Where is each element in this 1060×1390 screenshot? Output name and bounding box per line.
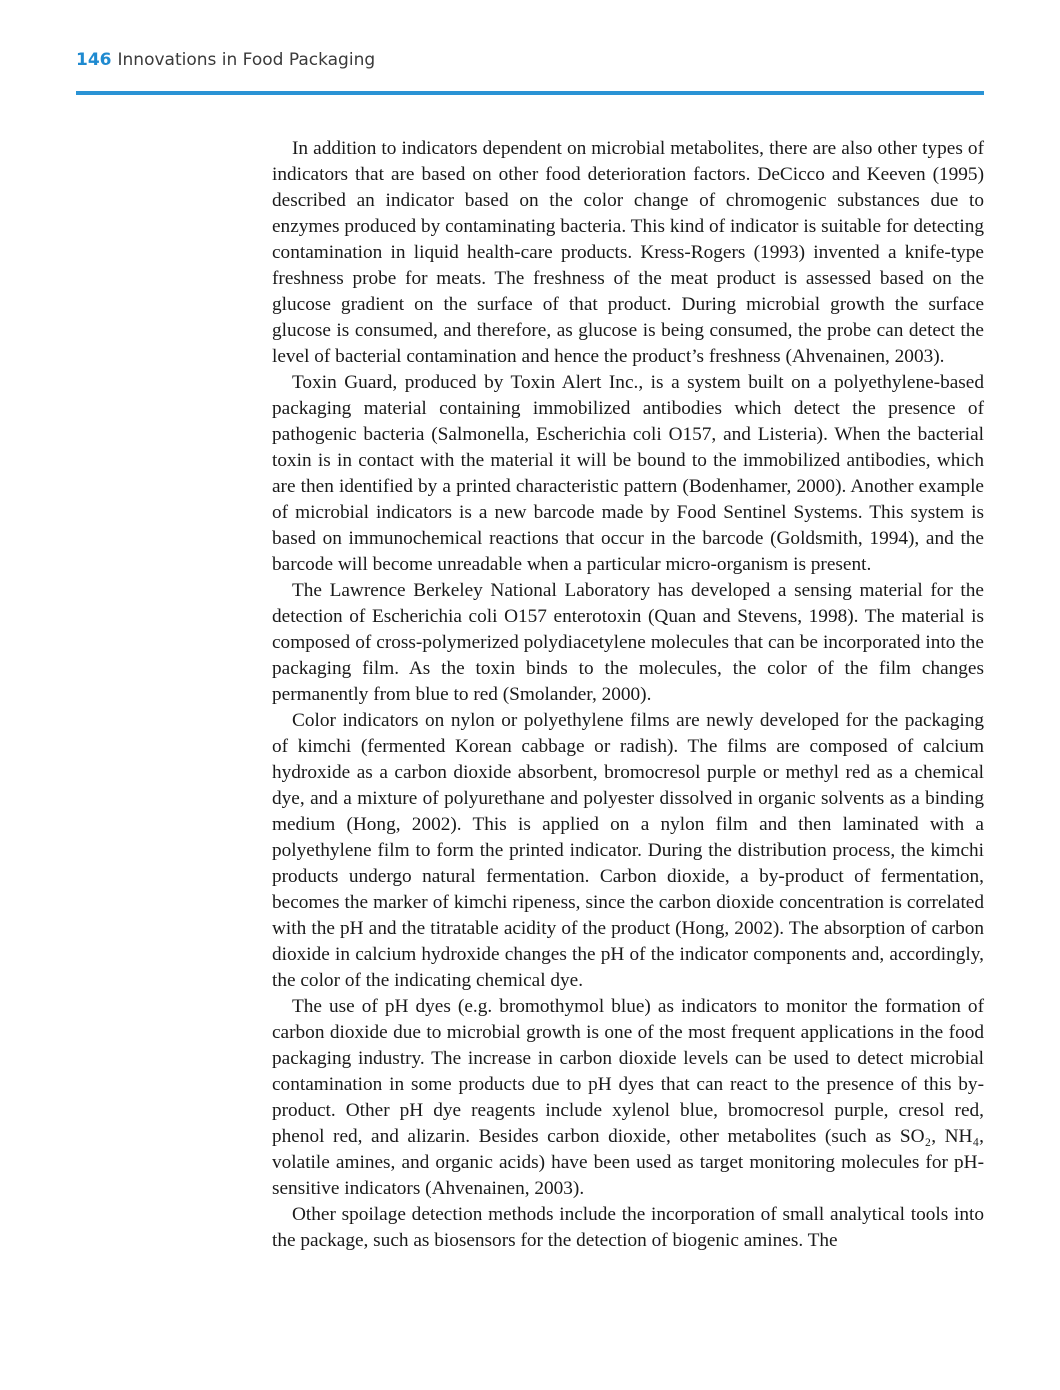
paragraph: Toxin Guard, produced by Toxin Alert Inc., is a system built on a polyethylene-based packaging material containing immobilized antibodies which detect the presence of pathogenic bacteria (Salmonella, Escherichia coli O157, and Listeria). When the bacterial toxin is in contact with the material it will be bound to the immobilized antibodies, which are then identified by a printed characteristic pattern (Bodenhamer, 2000). Another example of microbial indicators is a new barcode made by Food Sentinel Systems. This system is based on immunochemical reactions that occur in the barcode (Goldsmith, 1994), and the barcode will become unreadable when a particular micro-organism is present. bbox=[272, 372, 984, 575]
paragraph: Other spoilage detection methods include the incorporation of small analytical tools into the package, such as biosensors for the detection of biogenic amines. The bbox=[272, 1204, 984, 1251]
running-head bbox=[76, 50, 375, 70]
paragraph: In addition to indicators dependent on microbial metabolites, there are also other types of indicators that are based on other food deterioration factors. DeCicco and Keeven (1995) described an indicator based on the color change of chromogenic substances due to enzymes produced by contaminating bacteria. This kind of indicator is suitable for detecting contamination in liquid health-care products. Kress-Rogers (1993) invented a knife-type freshness probe for meats. The freshness of the meat product is assessed based on the glucose gradient on the surface of that product. During microbial growth the surface glucose is consumed, and therefore, as glucose is being consumed, the probe can detect the level of bacterial contamination and hence the product’s freshness (Ahvenainen, 2003). bbox=[272, 138, 984, 367]
running-title: Innovations in Food Packaging bbox=[117, 50, 376, 70]
page-number: 146 bbox=[76, 50, 112, 70]
body-text bbox=[272, 136, 984, 1254]
paragraph: Color indicators on nylon or polyethylene films are newly developed for the packaging of kimchi (fermented Korean cabbage or radish). The films are composed of calcium hydroxide as a carbon dioxide absorbent, bromocresol purple or methyl red as a chemical dye, and a mixture of polyurethane and polyester dissolved in organic solvents as a binding medium (Hong, 2002). This is applied on a nylon film and then laminated with a polyethylene film to form the printed indicator. During the distribution process, the kimchi products undergo natural fermentation. Carbon dioxide, a by-product of fermentation, becomes the marker of kimchi ripeness, since the carbon dioxide concentration is correlated with the pH and the titratable acidity of the product (Hong, 2002). The absorption of carbon dioxide in calcium hydroxide changes the pH of the indicator components and, accordingly, the color of the indicating chemical dye. bbox=[272, 710, 984, 991]
paragraph: The Lawrence Berkeley National Laboratory has developed a sensing material for the detection of Escherichia coli O157 enterotoxin (Quan and Stevens, 1998). The material is composed of cross-polymerized polydiacetylene molecules that can be incorporated into the packaging film. As the toxin binds to the molecules, the color of the film changes permanently from blue to red (Smolander, 2000). bbox=[272, 580, 984, 705]
paragraph: The use of pH dyes (e.g. bromothymol blue) as indicators to monitor the formation of carbon dioxide due to microbial growth is one of the most frequent applications in the food packaging industry. The increase in carbon dioxide levels can be used to detect microbial contamination in some products due to pH dyes that can react to the presence of this by-product. Other pH dye reagents include xylenol blue, bromocresol purple, cresol red, phenol red, and alizarin. Besides carbon dioxide, other metabolites (such as SO₂, NH₄, volatile amines, and organic acids) have been used as target monitoring molecules for pH-sensitive indicators (Ahvenainen, 2003). bbox=[272, 996, 984, 1199]
header-rule bbox=[76, 91, 984, 95]
